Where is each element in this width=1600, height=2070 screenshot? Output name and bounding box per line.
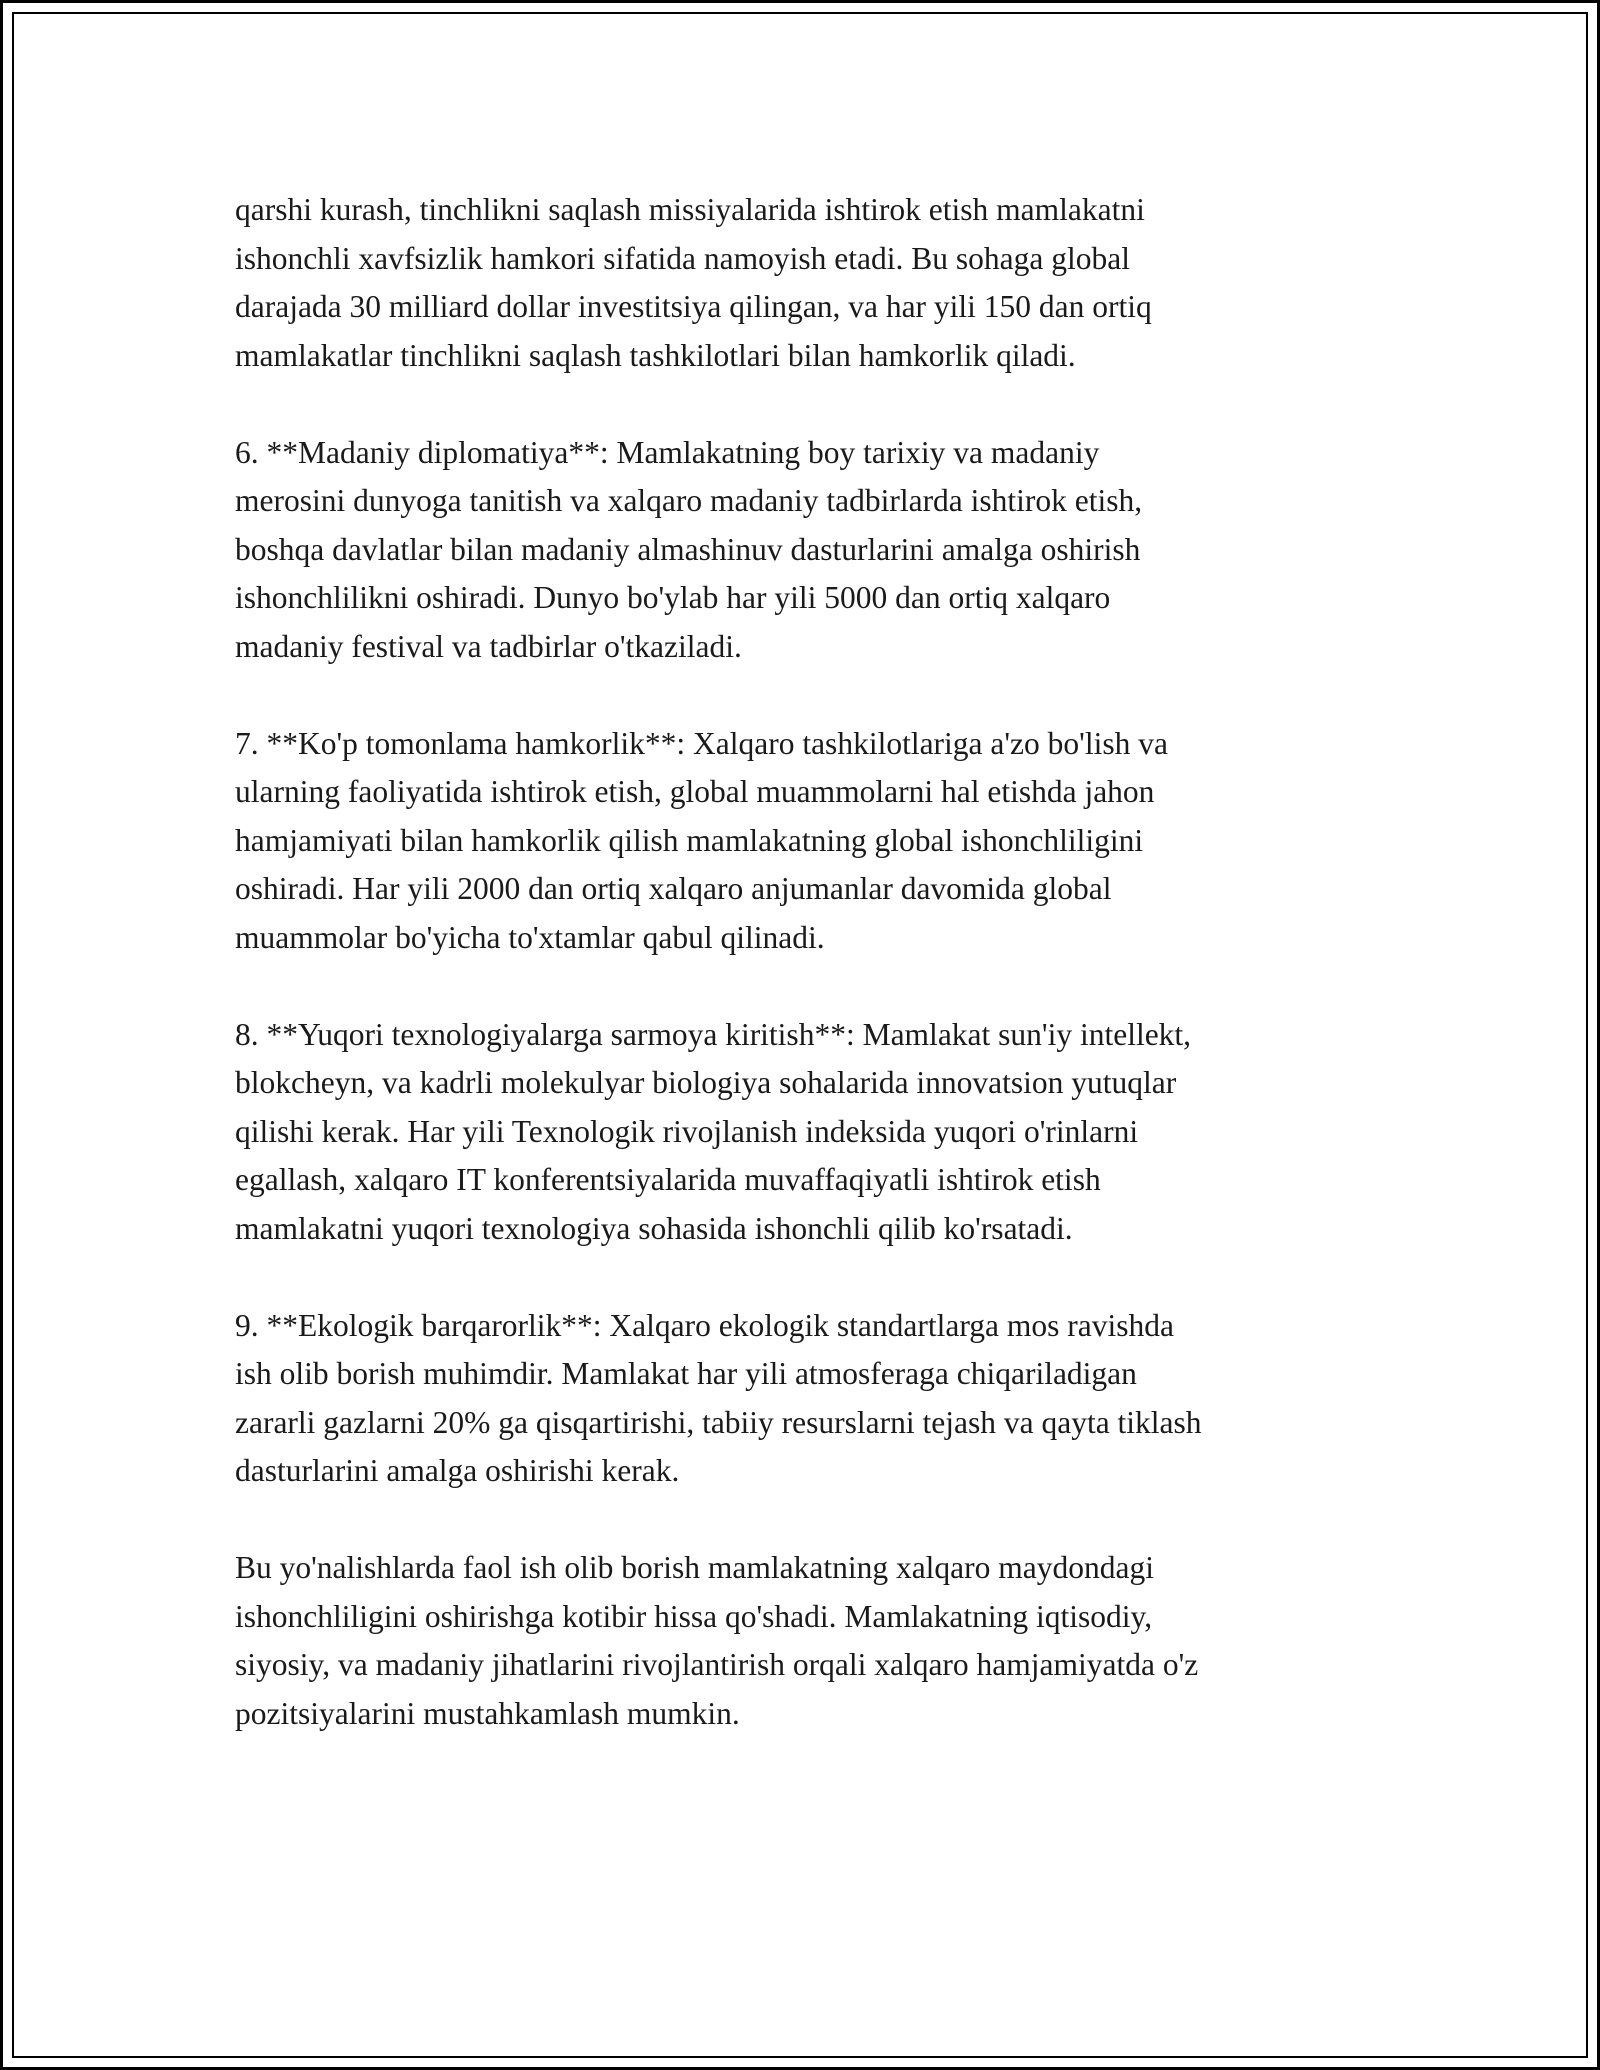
text-line: 9. **Ekologik barqarorlik**: Xalqaro ekologik standartlarga mos ravishda (235, 1307, 1174, 1343)
paragraph-item-6 (235, 429, 1385, 672)
paragraph-conclusion (235, 1544, 1385, 1738)
text-line: egallash, xalqaro IT konferentsiyalarida muvaffaqiyatli ishtirok etish (235, 1162, 1101, 1197)
text-line: pozitsiyalarini mustahkamlash mumkin. (235, 1695, 740, 1731)
text-line: hamjamiyati bilan hamkorlik qilish mamlakatning global ishonchliligini (235, 822, 1144, 858)
text-line: ishonchlilikni oshiradi. Dunyo bo'ylab har yili 5000 dan ortiq xalqaro (235, 580, 1111, 615)
text-line: zararli gazlarni 20% ga qisqartirishi, tabiiy resurslarni tejash va qayta tiklash (235, 1404, 1202, 1440)
paragraph-item-8 (235, 1011, 1385, 1254)
text-line: mamlakatni yuqori texnologiya sohasida ishonchli qilib ko'rsatadi. (235, 1210, 1073, 1246)
text-line: Bu yo'nalishlarda faol ish olib borish mamlakatning xalqaro maydondagi (235, 1550, 1154, 1585)
text-line: ishonchli xavfsizlik hamkori sifatida namoyish etadi. Bu sohaga global (235, 240, 1130, 276)
text-line: madaniy festival va tadbirlar o'tkaziladi. (235, 628, 742, 664)
text-line: 8. **Yuqori texnologiyalarga sarmoya kiritish**: Mamlakat sun'iy intellekt, (235, 1016, 1192, 1052)
text-line: muammolar bo'yicha to'xtamlar qabul qilinadi. (235, 919, 825, 955)
text-line: ishonchliligini oshirishga kotibir hissa qo'shadi. Mamlakatning iqtisodiy, (235, 1598, 1153, 1634)
document-body (235, 186, 1385, 1787)
text-line: blokcheyn, va kadrli molekulyar biologiya sohalarida innovatsion yutuqlar (235, 1065, 1177, 1100)
text-line: qarshi kurash, tinchlikni saqlash missiyalarida ishtirok etish mamlakatni (235, 192, 1145, 227)
text-line: oshiradi. Har yili 2000 dan ortiq xalqaro anjumanlar davomida global (235, 871, 1112, 906)
text-line: merosini dunyoga tanitish va xalqaro madaniy tadbirlarda ishtirok etish, (235, 483, 1143, 518)
text-line: darajada 30 milliard dollar investitsiya qilingan, va har yili 150 dan ortiq (235, 289, 1152, 324)
text-line: mamlakatlar tinchlikni saqlash tashkilotlari bilan hamkorlik qiladi. (235, 337, 1076, 373)
text-line: ish olib borish muhimdir. Mamlakat har yili atmosferaga chiqariladigan (235, 1356, 1137, 1391)
paragraph-item-9 (235, 1302, 1385, 1496)
text-line: 7. **Ko'p tomonlama hamkorlik**: Xalqaro tashkilotlariga a'zo bo'lish va (235, 725, 1168, 761)
text-line: ularning faoliyatida ishtirok etish, global muammolarni hal etishda jahon (235, 774, 1155, 809)
text-line: boshqa davlatlar bilan madaniy almashinuv dasturlarini amalga oshirish (235, 531, 1141, 567)
text-line: siyosiy, va madaniy jihatlarini rivojlantirish orqali xalqaro hamjamiyatda o'z (235, 1647, 1199, 1682)
text-line: qilishi kerak. Har yili Texnologik rivojlanish indeksida yuqori o'rinlarni (235, 1113, 1139, 1149)
text-line: dasturlarini amalga oshirishi kerak. (235, 1453, 680, 1488)
text-line: 6. **Madaniy diplomatiya**: Mamlakatning boy tarixiy va madaniy (235, 434, 1100, 470)
paragraph-item-7 (235, 720, 1385, 963)
paragraph-security-continued (235, 186, 1385, 380)
